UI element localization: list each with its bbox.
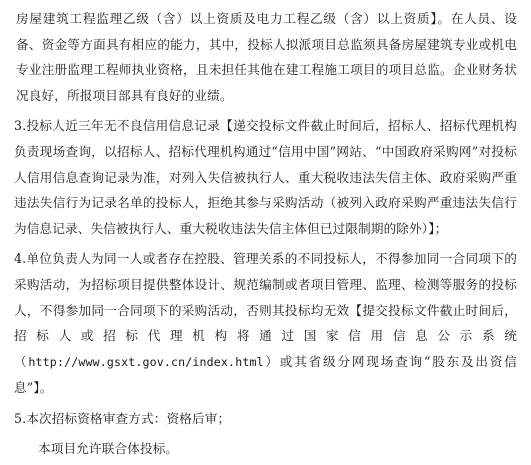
credit-record-item: 3.投标人近三年无不良信用信息记录【递交投标文件截止时间后，招标人、招标代理机构负责现场查询，以招标人、招标代理机构通过“信用中国”网站、“中国政府采购网”对投标人信用信息查询记录为准，对列入失信被执行人、重大税收违法失信主体、政府采购严重违法失信行为记录名单的投标人，拒绝其参与采购活动（被列入政府采购严重违法失信行为信息记录、失信被执行人、重大税收违法失信主体但已过限制期的除外）】； — [14, 118, 517, 236]
qualification-paragraph: 房屋建筑工程监理乙级（含）以上资质及电力工程乙级（含）以上资质】。在人员、设备、资金等方面具有相应的能力，其中，投标人拟派项目总监须具备房屋建筑专业或机电专业注册监理工程师执业资格，且未担任其他在建工程施工项目的项目总监。企业财务状况良好，所报项目部具有良好的业绩。 — [16, 11, 517, 103]
conflict-item — [14, 246, 517, 401]
conflict-item-text: 4.单位负责人为同一人或者存在控股、管理关系的不同投标人，不得参加同一合同项下的采购活动，为招标项目提供整体设计、规范编制或者项目管理、监理、检测等服务的投标人，不得参加同一合同项下的采购活动，否则其投标均无效【提交投标文件截止时间后，招标人或招标代理机构将通过国家信用信息公示系统（ — [14, 251, 517, 369]
review-method-item: 5.本次招标资格审查方式：资格后审； — [14, 410, 231, 426]
conflict-item-tail: ）或其省级分网现场查询“股东及出资信息”】。 — [14, 353, 518, 396]
joint-bid-note: 本项目允许联合体投标。 — [38, 440, 179, 456]
gsxt-url: http://www.gsxt.gov.cn/index.html — [28, 354, 264, 369]
